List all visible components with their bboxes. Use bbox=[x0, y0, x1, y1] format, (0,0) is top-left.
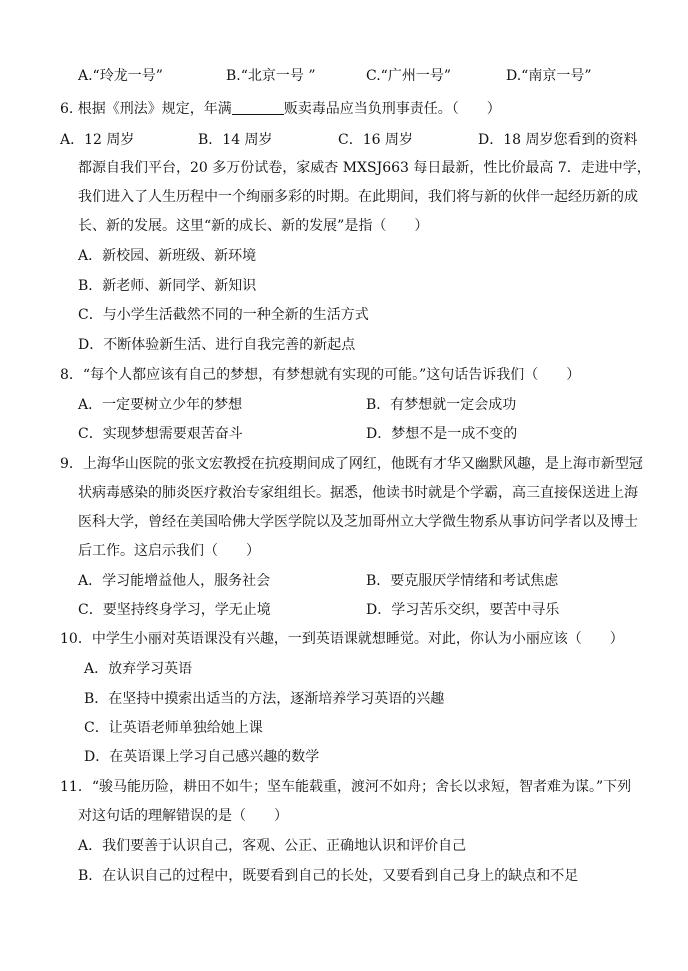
stem-line: 后工作。这启示我们（ ） bbox=[78, 543, 260, 559]
option-d: D．不断体验新生活、进行自我完善的新起点 bbox=[78, 337, 356, 353]
option-d: D．学习苦乐交织，要苦中寻乐 bbox=[366, 602, 560, 618]
option-a: A．新校园、新班级、新环境 bbox=[78, 248, 257, 264]
stem-line: 长、新的发展。这里“新的成长、新的发展”是指（ ） bbox=[78, 218, 429, 234]
option-d: D．梦想不是一成不变的 bbox=[366, 426, 518, 442]
stem-line: 都源自我们平台，20 多万份试卷，家威杏 MXSJ663 每日最新，性比价最高 7．走进中学， bbox=[78, 160, 651, 176]
option-d: D．在英语课上学习自己感兴趣的数学 bbox=[84, 749, 320, 765]
option-a: A．一定要树立少年的梦想 bbox=[78, 397, 243, 413]
option-c: C．实现梦想需要艰苦奋斗 bbox=[78, 426, 243, 442]
option-a: A．学习能增益他人，服务社会 bbox=[78, 573, 271, 589]
option-a: A．12 周岁 bbox=[60, 132, 135, 148]
option-a: A．我们要善于认识自己，客观、公正、正确地认识和评价自己 bbox=[78, 838, 467, 854]
option-b: B．新老师、新同学、新知识 bbox=[78, 278, 257, 294]
question-stem: 8．“每个人都应该有自己的梦想，有梦想就有实现的可能。”这句话告诉我们（ ） bbox=[60, 367, 581, 383]
stem-line: 对这句话的理解错误的是（ ） bbox=[78, 808, 288, 824]
option-c: C．要坚持终身学习，学无止境 bbox=[78, 602, 271, 618]
stem-line: 9．上海华山医院的张文宏教授在抗疫期间成了网红，他既有才华又幽默风趣，是上海市新型冠 bbox=[60, 456, 643, 472]
option-b: B．有梦想就一定会成功 bbox=[366, 397, 517, 413]
option-b: B.“北京一号 ” bbox=[226, 68, 316, 84]
stem-line: 状病毒感染的肺炎医疗救治专家组组长。据悉，他读书时就是个学霸，高三直接保送进上海 bbox=[78, 485, 638, 501]
option-b: B．在认识自己的过程中，既要看到自己的长处，又要看到自己身上的缺点和不足 bbox=[78, 868, 579, 884]
option-d: D．18 周岁您看到的资料 bbox=[478, 132, 638, 148]
option-a: A.“玲龙一号” bbox=[78, 68, 163, 84]
option-b: B．要克服厌学情绪和考试焦虑 bbox=[366, 573, 559, 589]
stem-line: 医科大学，曾经在美国哈佛大学医学院以及芝加哥州立大学微生物系从事访问学者以及博士 bbox=[78, 514, 638, 530]
option-d: D.“南京一号” bbox=[506, 68, 592, 84]
stem-line: 我们进入了人生历程中一个绚丽多彩的时期。在此期间，我们将与新的伙伴一起经历新的成 bbox=[78, 189, 638, 205]
question-stem bbox=[60, 100, 501, 120]
stem-part-b: 贩卖毒品应当负刑事责任。（ ） bbox=[283, 101, 501, 117]
question-stem: 10．中学生小丽对英语课没有兴趣，一到英语课就想睡觉。对此，你认为小丽应该（ ） bbox=[60, 631, 624, 647]
option-a: A．放弃学习英语 bbox=[84, 661, 193, 677]
option-c: C．16 周岁 bbox=[338, 132, 413, 148]
option-c: C．与小学生活截然不同的一种全新的生活方式 bbox=[78, 307, 369, 323]
stem-line: 11．“骏马能历险，耕田不如牛；坚车能载重，渡河不如舟；舍长以求短，智者难为谋。”下列 bbox=[60, 779, 632, 795]
answer-blank bbox=[232, 100, 284, 115]
stem-part-a: 6. 根据《刑法》规定，年满 bbox=[60, 101, 232, 117]
option-c: C．让英语老师单独给她上课 bbox=[84, 720, 263, 736]
option-c: C.“广州一号” bbox=[366, 68, 451, 84]
option-b: B．在坚持中摸索出适当的方法，逐渐培养学习英语的兴趣 bbox=[84, 691, 445, 707]
option-b: B．14 周岁 bbox=[198, 132, 273, 148]
